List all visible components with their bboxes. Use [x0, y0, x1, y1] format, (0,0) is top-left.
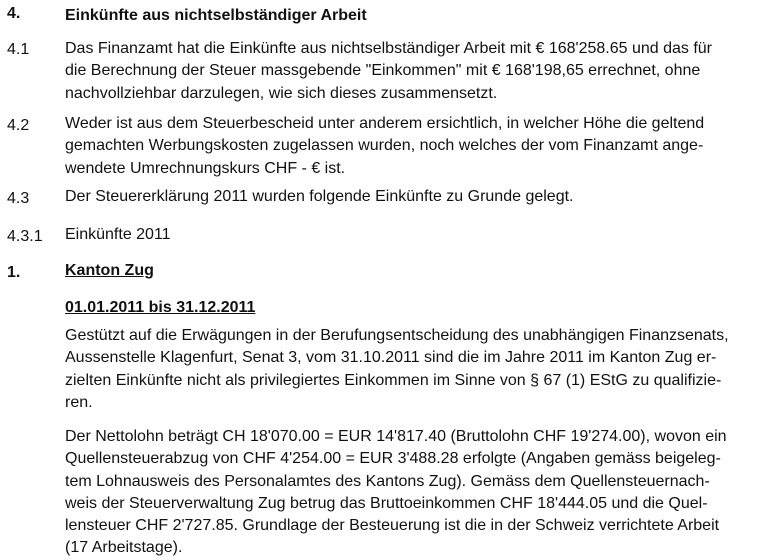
- section-title: Einkünfte aus nichtselbständiger Arbeit: [65, 7, 367, 24]
- section-number: 4.: [7, 5, 21, 22]
- paragraph-line: wendete Umrechnungskurs CHF - € ist.: [65, 159, 346, 177]
- paragraph-number-4-3-1: 4.3.1: [7, 228, 43, 245]
- kanton-paragraph-2: [65, 426, 766, 560]
- period-heading: 01.01.2011 bis 31.12.2011: [65, 299, 256, 316]
- paragraph-line: ren.: [65, 393, 93, 411]
- paragraph-line: gemachten Werbungskosten zugelassen wurden, noch welches der vom Finanzamt ange-: [65, 137, 704, 155]
- paragraph-line: Aussenstelle Klagenfurt, Senat 3, vom 31.10.2011 sind die im Jahre 2011 im Kanton Zug er-: [65, 349, 717, 367]
- paragraph-4-2: [65, 113, 766, 180]
- kanton-paragraph-1: [65, 325, 766, 414]
- paragraph-number-4-1: 4.1: [7, 41, 30, 58]
- paragraph-line: die Berechnung der Steuer massgebende "Einkommen" mit € 168'198,65 errechnet, ohne: [65, 62, 701, 80]
- paragraph-4-1: [65, 38, 766, 105]
- paragraph-line: (17 Arbeitstage).: [65, 539, 183, 557]
- paragraph-line: zielten Einkünfte nicht als privilegiertes Einkommen im Sinne von § 67 (1) EStG zu qualifizie-: [65, 371, 722, 389]
- subsection-number: 1.: [7, 264, 21, 281]
- paragraph-line: lensteuer CHF 2'727.85. Grundlage der Besteuerung ist die in der Schweiz verrichtete Arbeit: [65, 517, 720, 535]
- paragraph-line: tem Lohnausweis des Personalamtes des Kantons Zug). Gemäss dem Quellensteuernach-: [65, 472, 710, 490]
- paragraph-number-4-2: 4.2: [7, 117, 30, 134]
- paragraph-line: Der Nettolohn beträgt CH 18'070.00 = EUR 14'817.40 (Bruttolohn CHF 19'274.00), wovon ein: [65, 428, 727, 445]
- paragraph-4-3: Der Steuererklärung 2011 wurden folgende Einkünfte zu Grunde gelegt.: [65, 188, 574, 205]
- paragraph-4-3-1: Einkünfte 2011: [65, 226, 171, 243]
- paragraph-line: weis der Steuerverwaltung Zug betrug das Bruttoeinkommen CHF 18'444.05 und die Quel-: [65, 494, 708, 512]
- subsection-title: Kanton Zug: [65, 262, 154, 279]
- paragraph-line: Quellensteuerabzug von CHF 4'254.00 = EUR 3'488.28 erfolgte (Angaben gemäss beigeleg-: [65, 450, 721, 468]
- paragraph-line: Gestützt auf die Erwägungen in der Berufungsentscheidung des unabhängigen Finanzsenats,: [65, 327, 729, 344]
- paragraph-line: Das Finanzamt hat die Einkünfte aus nichtselbständiger Arbeit mit € 168'258.65 und das für: [65, 40, 712, 57]
- paragraph-line: Weder ist aus dem Steuerbescheid unter anderem ersichtlich, in welcher Höhe die geltend: [65, 115, 705, 132]
- paragraph-number-4-3: 4.3: [7, 190, 30, 207]
- paragraph-line: nachvollziehbar darzulegen, wie sich dieses zusammensetzt.: [65, 84, 498, 102]
